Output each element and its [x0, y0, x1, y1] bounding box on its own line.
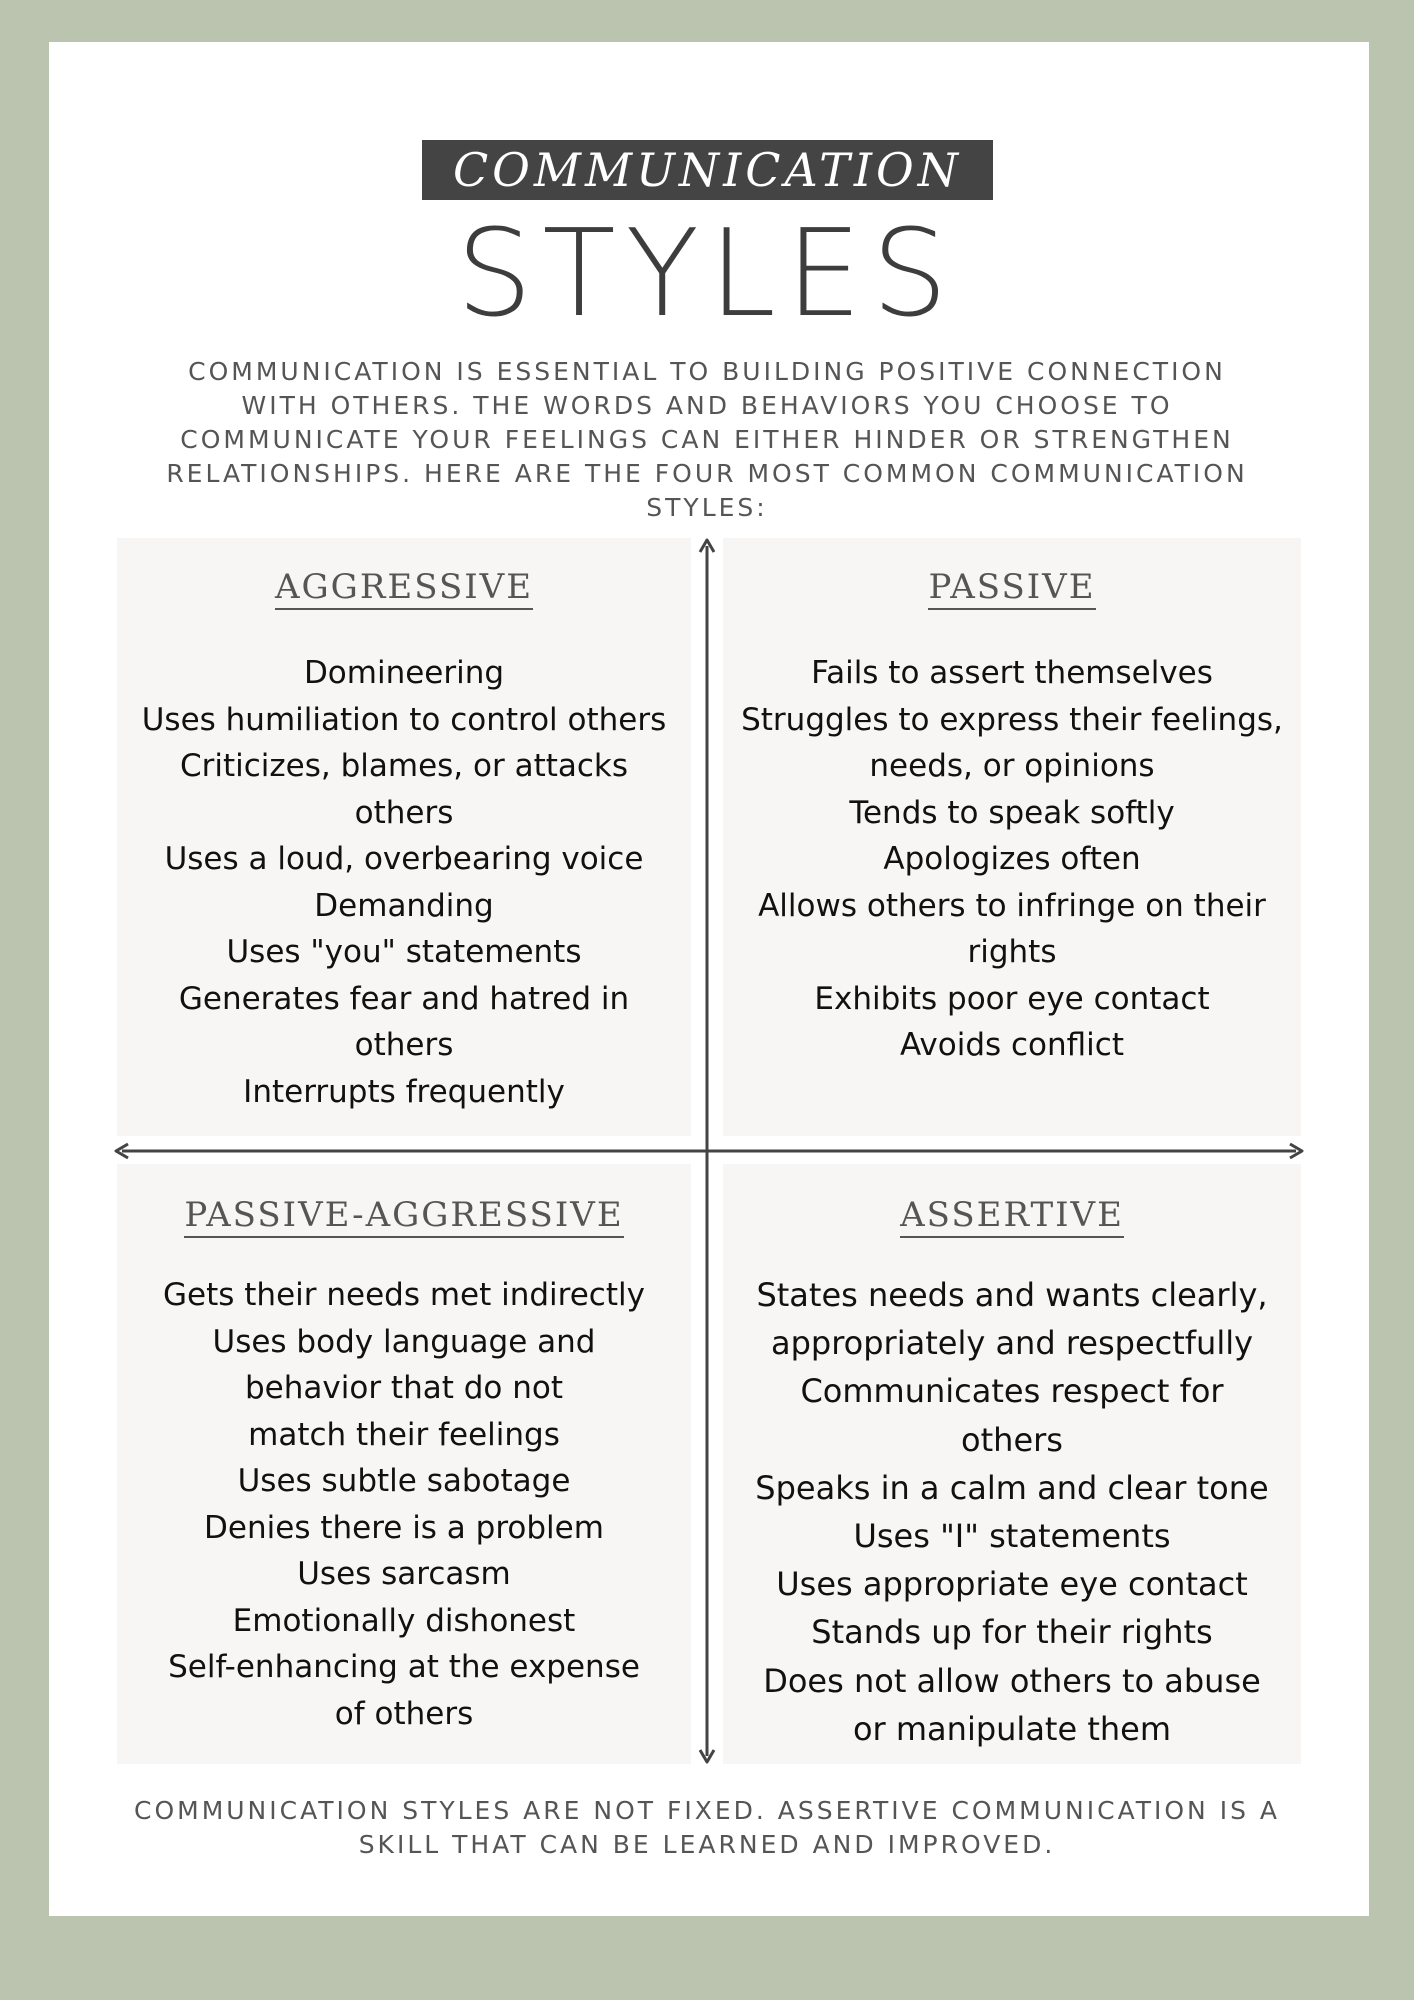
- trait-item: Generates fear and hatred in others: [178, 980, 630, 1063]
- quadrant-heading-passive-aggressive: PASSIVE-AGGRESSIVE: [184, 1196, 623, 1238]
- trait-item: Emotionally dishonest: [232, 1602, 576, 1639]
- trait-item: Stands up for their rights: [811, 1613, 1213, 1652]
- trait-item: Avoids conflict: [900, 1027, 1124, 1063]
- trait-item: Uses a loud, overbearing voice: [164, 841, 644, 877]
- trait-item: Gets their needs met indirectly: [163, 1277, 645, 1313]
- trait-item: Uses subtle sabotage: [237, 1463, 571, 1499]
- trait-item: Exhibits poor eye contact: [814, 980, 1210, 1017]
- trait-item: Demanding: [314, 887, 494, 924]
- trait-item: Denies there is a problem: [204, 1509, 604, 1546]
- trait-item: Tends to speak softly: [849, 794, 1175, 831]
- trait-item: Uses sarcasm: [297, 1556, 511, 1592]
- quadrant-heading-assertive: ASSERTIVE: [900, 1196, 1124, 1238]
- trait-item: Speaks in a calm and clear tone: [755, 1468, 1269, 1507]
- trait-item: Interrupts frequently: [243, 1073, 565, 1110]
- trait-item: Criticizes, blames, or attacks others: [179, 748, 629, 831]
- quadrant-heading-passive: PASSIVE: [928, 568, 1095, 610]
- quadrant-heading-aggressive: AGGRESSIVE: [275, 568, 533, 610]
- trait-item: Uses "I" statements: [853, 1517, 1171, 1556]
- trait-item: Uses "you" statements: [226, 934, 582, 970]
- trait-item: Uses appropriate eye contact: [776, 1565, 1248, 1604]
- intro-paragraph: COMMUNICATION IS ESSENTIAL TO BUILDING POSITIVE CONNECTION WITH OTHERS. THE WORDS AND BEHAVIORS YOU CHOOSE TO COMMUNICATE YOUR FEELINGS CAN EITHER HINDER OR STRENGTHEN RELATIONSHIPS. HERE ARE THE FOUR MOST COMMON COMMUNICATION STYLES:: [166, 357, 1248, 522]
- title-banner-text: COMMUNICATION: [452, 143, 962, 197]
- trait-item: Struggles to express their feelings, needs, or opinions: [741, 701, 1283, 784]
- trait-item: Self-enhancing at the expense of others: [168, 1649, 640, 1732]
- trait-item: Apologizes often: [883, 841, 1141, 877]
- footer-note: COMMUNICATION STYLES ARE NOT FIXED. ASSERTIVE COMMUNICATION IS A SKILL THAT CAN BE LEARNED AND IMPROVED.: [133, 1796, 1281, 1859]
- trait-item: Uses body language and behavior that do not match their feelings: [212, 1323, 596, 1453]
- trait-item: States needs and wants clearly, appropriately and respectfully: [756, 1276, 1268, 1363]
- trait-item: Does not allow others to abuse or manipulate them: [763, 1661, 1261, 1748]
- trait-item: Communicates respect for others: [800, 1372, 1224, 1459]
- trait-item: Domineering: [303, 655, 505, 691]
- trait-item: Fails to assert themselves: [811, 655, 1213, 691]
- trait-item: Uses humiliation to control others: [141, 701, 667, 738]
- page-title: STYLES: [456, 205, 958, 344]
- trait-item: Allows others to infringe on their rights: [758, 887, 1266, 970]
